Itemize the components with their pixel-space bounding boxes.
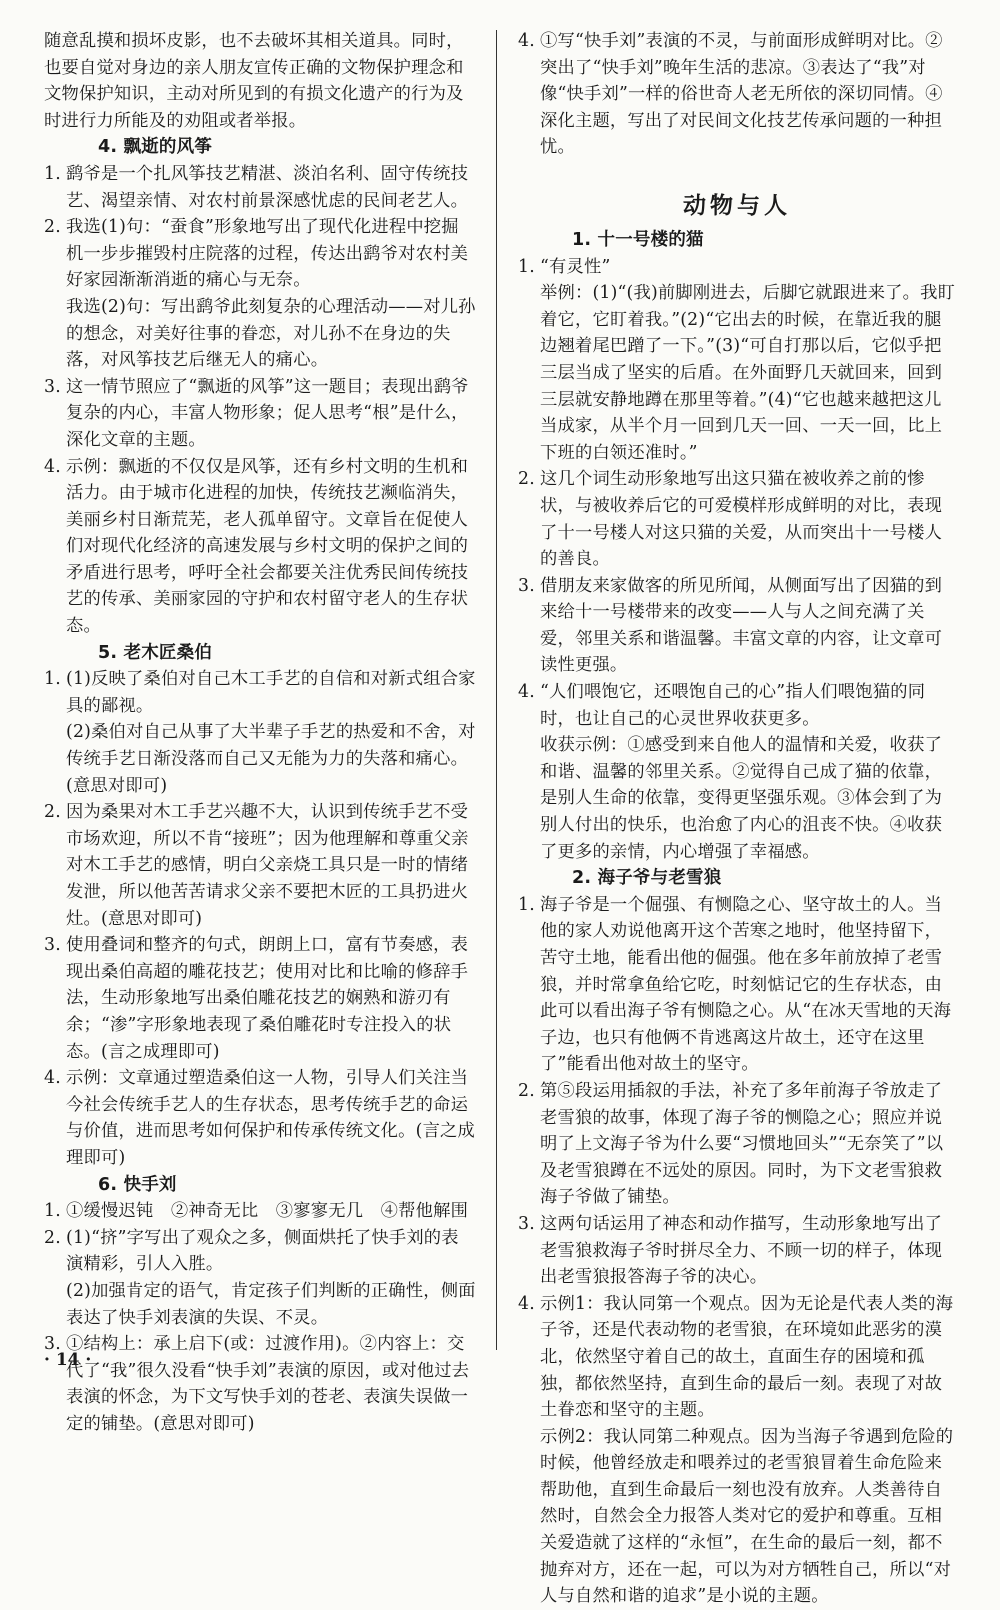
- answer-item: 4. 示例1：我认同第一个观点。因为无论是代表人类的海子爷，还是代表动物的老雪狼，在环境如此恶劣的漠北，依然坚守着自己的故土，直面生存的困境和孤独，都依然坚持，直到生命的最后一刻。表现了对故土眷恋和坚守的主题。: [518, 1293, 954, 1421]
- answer-text: 使用叠词和整齐的句式，朗朗上口，富有节奏感，表现出桑伯高超的雕花技艺；使用对比和比喻的修辞手法，生动形象地写出桑伯雕花技艺的娴熟和游刃有余；“渗”字形象地表现了桑伯雕花时专注投入的状态。(言之成理即可): [66, 935, 469, 1062]
- heading-lao-mujiang: 5. 老木匠桑伯: [98, 642, 213, 663]
- answer-item: 3. 这一情节照应了“飘逝的风筝”这一题目；表现出鹞爷复杂的内心，丰富人物形象；促人思考“根”是什么，深化文章的主题。: [44, 376, 469, 450]
- answer-text: ①写“快手刘”表演的不灵，与前面形成鲜明对比。②突出了“快手刘”晚年生活的悲凉。③表达了“我”对像“快手刘”一样的俗世奇人老无所依的深切同情。④深化主题，写出了对民间文化技艺传承问题的一种担忧。: [540, 31, 943, 158]
- answer-text: (1)反映了桑伯对自己木工手艺的自信和对新式组合家具的鄙视。: [66, 669, 476, 716]
- answer-item: 3. 借朋友来家做客的所见所闻，从侧面写出了因猫的到来给十一号楼带来的改变——人与人之间充满了关爱，邻里关系和谐温馨。丰富文章的内容，让文章可读性更强。: [518, 575, 943, 676]
- answer-text: 借朋友来家做客的所见所闻，从侧面写出了因猫的到来给十一号楼带来的改变——人与人之间充满了关爱，邻里关系和谐温馨。丰富文章的内容，让文章可读性更强。: [540, 575, 943, 676]
- answer-sub-text: 示例2：我认同第二种观点。因为当海子爷遇到危险的时候，他曾经放走和喂养过的老雪狼冒着生命危险来帮助他，直到生命最后一刻也没有放弃。人类善待自然时，自然会全力报答人类对它的爱护和尊重。互相关爱造就了这样的“永恒”，在生命的最后一刻，都不抛弃对方，还在一起，可以为对方牺牲自己，所以“对人与自然和谐的追求”是小说的主题。: [540, 1426, 954, 1607]
- intro-paragraph: 随意乱摸和损坏皮影，也不去破坏其相关道具。同时，也要自觉对身边的亲人朋友宣传正确的文物保护理念和文物保护知识，主动对所见到的有损文化遗产的行为及时进行力所能及的劝阻或者举报。: [44, 31, 464, 131]
- answer-item: 2. 因为桑果对木工手艺兴趣不大，认识到传统手艺不受市场欢迎，所以不肯“接班”；因为他理解和尊重父亲对木工手艺的感情，明白父亲烧工具只是一时的情绪发泄，所以他苦苦请求父亲不要把木匠的工具扔进火灶。(意思对即可): [44, 802, 469, 929]
- answer-item: 1. 海子爷是一个倔强、有恻隐之心、坚守故土的人。当他的家人劝说他离开这个苦寒之地时，他坚持留下，苦守土地，能看出他的倔强。他在多年前放掉了老雪狼，并时常拿鱼给它吃，时刻惦记它的生存状态，由此可以看出海子爷有恻隐之心。从“在冰天雪地的天海子边，也只有他俩不肯逃离这片故土，还守在这里了”能看出他对故土的坚守。: [518, 894, 952, 1075]
- heading-kuaishouliu: 6. 快手刘: [98, 1174, 177, 1195]
- answer-sub-text: (2)桑伯对自己从事了大半辈子手艺的热爱和不舍，对传统手艺日渐没落而自己又无能为力的失落和痛心。(意思对即可): [66, 722, 476, 796]
- page-number: · 14 ·: [44, 1350, 92, 1370]
- answer-sub-text: 收获示例：①感受到来自他人的温情和关爱，收获了和谐、温馨的邻里关系。②觉得自己成了猫的依靠，是别人生命的依靠，变得更坚强乐观。③体会到了为别人付出的快乐，也治愈了内心的沮丧不快。④收获了更多的亲情，内心增强了幸福感。: [540, 735, 943, 862]
- answer-text: 鹞爷是一个扎风筝技艺精湛、淡泊名利、固守传统技艺、渴望亲情、对农村前景深感忧虑的民间老艺人。: [66, 163, 469, 211]
- answer-text: 我选(1)句：“蚕食”形象地写出了现代化进程中挖掘机一步步摧毁村庄院落的过程，传达出鹞爷对农村美好家园渐渐消逝的痛心与无奈。: [66, 217, 469, 291]
- answer-item: 4. “人们喂饱它，还喂饱自己的心”指人们喂饱猫的同时，也让自己的心灵世界收获更多。: [518, 682, 926, 729]
- answer-sub-text: (2)加强肯定的语气，肯定孩子们判断的正确性，侧面表达了快手刘表演的失误、不灵。: [66, 1280, 476, 1328]
- answer-text: 因为桑果对木工手艺兴趣不大，认识到传统手艺不受市场欢迎，所以不肯“接班”；因为他理解和尊重父亲对木工手艺的感情，明白父亲烧工具只是一时的情绪发泄，所以他苦苦请求父亲不要把木匠的工具扔进火灶。(意思对即可): [66, 802, 469, 929]
- answer-text: 这几个词生动形象地写出这只猫在被收养之前的惨状，与被收养后它的可爱模样形成鲜明的对比，表现了十一号楼人对这只猫的关爱，从而突出十一号楼人的善良。: [540, 469, 943, 570]
- section-title: 动物与人: [683, 192, 791, 219]
- answer-text: ①结构上：承上启下(或：过渡作用)。②内容上：交代了“我”很久没看“快手刘”表演的原因，或对他过去表演的怀念，为下文写快手刘的苍老、表演失误做一定的铺垫。(意思对即可): [66, 1334, 470, 1434]
- left-column: [44, 28, 476, 1437]
- answer-item: 2. (1)“挤”字写出了观众之多，侧面烘托了快手刘的表演精彩，引人入胜。: [44, 1227, 459, 1275]
- answer-item: 3. 使用叠词和整齐的句式，朗朗上口，富有节奏感，表现出桑伯高超的雕花技艺；使用对比和比喻的修辞手法，生动形象地写出桑伯雕花技艺的娴熟和游刃有余；“渗”字形象地表现了桑伯雕花时专注投入的状态。(言之成理即可): [44, 935, 469, 1062]
- answer-item: 3. 这两句话运用了神态和动作描写，生动形象地写出了老雪狼救海子爷时拼尽全力、不顾一切的样子，体现出老雪狼报答海子爷的决心。: [518, 1213, 943, 1288]
- heading-piaoshi-fengzheng: 4. 飘逝的风筝: [98, 137, 213, 158]
- heading-shiyi-hao-lou-de-mao: 1. 十一号楼的猫: [572, 229, 704, 250]
- answer-text: 这一情节照应了“飘逝的风筝”这一题目；表现出鹞爷复杂的内心，丰富人物形象；促人思考“根”是什么，深化文章的主题。: [66, 376, 469, 450]
- answer-text: 示例1：我认同第一个观点。因为无论是代表人类的海子爷，还是代表动物的老雪狼，在环境如此恶劣的漠北，依然坚守着自己的故土，直面生存的困境和孤独，都依然坚持，直到生命的最后一刻。表现了对故土眷恋和坚守的主题。: [540, 1293, 954, 1421]
- answer-text: 第⑤段运用插叙的手法，补充了多年前海子爷放走了老雪狼的故事，体现了海子爷的恻隐之心；照应并说明了上文海子爷为什么要“习惯地回头”“无奈笑了”以及老雪狼蹲在不远处的原因。同时，为下文老雪狼救海子爷做了铺垫。: [540, 1080, 944, 1208]
- answer-item: 1. 鹞爷是一个扎风筝技艺精湛、淡泊名利、固守传统技艺、渴望亲情、对农村前景深感忧虑的民间老艺人。: [44, 163, 469, 211]
- answer-text: ①缓慢迟钝 ②神奇无比 ③寥寥无几 ④帮他解围: [66, 1201, 469, 1222]
- column-divider: [496, 30, 497, 1350]
- answer-text: “人们喂饱它，还喂饱自己的心”指人们喂饱猫的同时，也让自己的心灵世界收获更多。: [540, 682, 926, 729]
- answer-sub-text: 举例：(1)“(我)前脚刚进去，后脚它就跟进来了。我盯着它，它盯着我。”(2)“它出去的时候，在靠近我的腿边翘着尾巴蹭了一下。”(3)“可自打那以后，它似乎把三层当成了坚实的后盾。在外面野几天就回来，回到三层就安静地蹲在那里等着。”(4)“它也越来越把这儿当成家，从半个月一回到几天一回、一天一回，比上下班的白领还准时。”: [540, 283, 956, 463]
- answer-item: 1. “有灵性”: [518, 256, 611, 277]
- answer-text: (1)“挤”字写出了观众之多，侧面烘托了快手刘的表演精彩，引人入胜。: [66, 1227, 459, 1275]
- answer-text: 示例：文章通过塑造桑伯这一人物，引导人们关注当今社会传统手艺人的生存状态，思考传统手艺的命运与价值，进而思考如何保护和传承传统文化。(言之成理即可): [66, 1068, 476, 1168]
- right-column: [518, 28, 956, 1610]
- answer-text: 这两句话运用了神态和动作描写，生动形象地写出了老雪狼救海子爷时拼尽全力、不顾一切的样子，体现出老雪狼报答海子爷的决心。: [540, 1213, 943, 1288]
- answer-item: 4. 示例：飘逝的不仅仅是风筝，还有乡村文明的生机和活力。由于城市化进程的加快，传统技艺濒临消失，美丽乡村日渐荒芜，老人孤单留守。文章旨在促使人们对现代化经济的高速发展与乡村文明的保护之间的矛盾进行思考，呼吁全社会都要关注优秀民间传统技艺的传承、美丽家园的守护和农村留守老人的生存状态。: [44, 456, 469, 637]
- answer-item: 3. ①结构上：承上启下(或：过渡作用)。②内容上：交代了“我”很久没看“快手刘”表演的原因，或对他过去表演的怀念，为下文写快手刘的苍老、表演失误做一定的铺垫。(意思对即可): [44, 1334, 470, 1434]
- answer-item: 2. 我选(1)句：“蚕食”形象地写出了现代化进程中挖掘机一步步摧毁村庄院落的过程，传达出鹞爷对农村美好家园渐渐消逝的痛心与无奈。: [44, 217, 469, 291]
- answer-item: 4. 示例：文章通过塑造桑伯这一人物，引导人们关注当今社会传统手艺人的生存状态，思考传统手艺的命运与价值，进而思考如何保护和传承传统文化。(言之成理即可): [44, 1068, 476, 1168]
- answer-item: 2. 这几个词生动形象地写出这只猫在被收养之前的惨状，与被收养后它的可爱模样形成鲜明的对比，表现了十一号楼人对这只猫的关爱，从而突出十一号楼人的善良。: [518, 469, 943, 570]
- answer-item: 1. (1)反映了桑伯对自己木工手艺的自信和对新式组合家具的鄙视。: [44, 669, 476, 716]
- answer-item: 2. 第⑤段运用插叙的手法，补充了多年前海子爷放走了老雪狼的故事，体现了海子爷的恻隐之心；照应并说明了上文海子爷为什么要“习惯地回头”“无奈笑了”以及老雪狼蹲在不远处的原因。同时，为下文老雪狼救海子爷做了铺垫。: [518, 1080, 944, 1208]
- answer-text: 海子爷是一个倔强、有恻隐之心、坚守故土的人。当他的家人劝说他离开这个苦寒之地时，他坚持留下，苦守土地，能看出他的倔强。他在多年前放掉了老雪狼，并时常拿鱼给它吃，时刻惦记它的生存状态，由此可以看出海子爷有恻隐之心。从“在冰天雪地的天海子边，也只有他俩不肯逃离这片故土，还守在这里了”能看出他对故土的坚守。: [540, 894, 952, 1075]
- answer-text: 示例：飘逝的不仅仅是风筝，还有乡村文明的生机和活力。由于城市化进程的加快，传统技艺濒临消失，美丽乡村日渐荒芜，老人孤单留守。文章旨在促使人们对现代化经济的高速发展与乡村文明的保护之间的矛盾进行思考，呼吁全社会都要关注优秀民间传统技艺的传承、美丽家园的守护和农村留守老人的生存状态。: [66, 456, 469, 637]
- heading-haiziye-laoxuelang: 2. 海子爷与老雪狼: [572, 868, 722, 889]
- answer-item: 4. ①写“快手刘”表演的不灵，与前面形成鲜明对比。②突出了“快手刘”晚年生活的悲凉。③表达了“我”对像“快手刘”一样的俗世奇人老无所依的深切同情。④深化主题，写出了对民间文化技艺传承问题的一种担忧。: [518, 31, 943, 158]
- answer-item: 1. ①缓慢迟钝 ②神奇无比 ③寥寥无几 ④帮他解围: [44, 1201, 469, 1222]
- answer-sub-text: 我选(2)句：写出鹞爷此刻复杂的心理活动——对儿孙的想念，对美好往事的眷恋，对儿孙不在身边的失落，对风筝技艺后继无人的痛心。: [66, 296, 476, 371]
- answer-text: “有灵性”: [540, 256, 611, 277]
